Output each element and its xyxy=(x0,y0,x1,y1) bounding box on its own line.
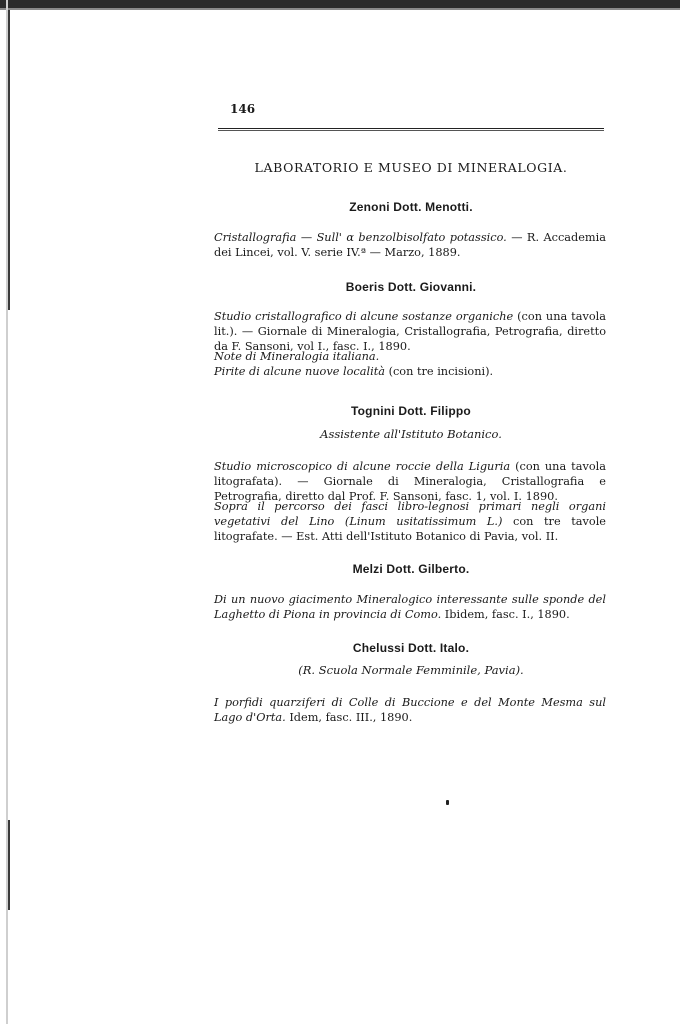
work-title: Sopra il percorso dei fasci libro-legnosi primari negli organi vegetativi del Lino (Linum usitatissimum L.) xyxy=(214,500,606,528)
author-name: Melzi Dott. Gilberto. xyxy=(352,562,470,576)
ink-speck xyxy=(446,800,449,805)
work-details: Idem, fasc. III., 1890. xyxy=(285,710,413,724)
work-title: Pirite di alcune nuove località xyxy=(214,365,385,378)
work-title: Note di Mineralogia italiana. xyxy=(214,350,380,363)
author-affiliation: Assistente all'Istituto Botanico. xyxy=(320,427,502,441)
section-title: LABORATORIO E MUSEO DI MINERALOGIA. xyxy=(254,160,568,175)
bibliography-entry xyxy=(214,365,606,380)
work-details: (con una tavola lit.). — Giornale di Mineralogia, Cristallografia, Petrografia, diretto da F. Sansoni, vol I., fasc. I., 1890. xyxy=(214,310,606,353)
work-details: Ibidem, fasc. I., 1890. xyxy=(441,607,570,621)
page-number: 146 xyxy=(230,102,256,116)
work-details: con tre tavole litografate. — Est. Atti dell'Istituto Botanico di Pavia, vol. II. xyxy=(214,514,606,543)
scan-left-mark xyxy=(8,10,10,310)
scan-left-mark xyxy=(8,820,10,910)
work-title: Studio microscopico di alcune roccie della Liguria xyxy=(214,460,511,473)
work-title: Di un nuovo giacimento Mineralogico interessante sulle sponde del Laghetto di Piona in provincia di Como. xyxy=(214,593,606,621)
bibliography-entry xyxy=(214,500,606,544)
work-title: Studio cristallografico di alcune sostanze organiche xyxy=(214,310,514,323)
work-title: I porfidi quarziferi di Colle di Buccione e del Monte Mesma sul Lago d'Orta. xyxy=(214,696,606,724)
work-details: — R. Accademia dei Lincei, vol. V. serie IV.ª — Marzo, 1889. xyxy=(214,231,606,259)
bibliography-entry xyxy=(214,460,606,504)
scan-top-border-shadow xyxy=(0,8,680,10)
scan-top-border xyxy=(0,0,680,8)
bibliography-entry xyxy=(214,231,606,261)
header-rule xyxy=(218,130,604,131)
author-name: Zenoni Dott. Menotti. xyxy=(349,200,473,214)
author-name: Chelussi Dott. Italo. xyxy=(352,641,470,655)
bibliography-entry xyxy=(214,310,606,354)
bibliography-entry xyxy=(214,350,606,365)
work-title: Cristallografia — Sull' α benzolbisolfato potassico. xyxy=(214,231,507,244)
work-details: (con tre incisioni). xyxy=(384,365,494,378)
bibliography-entry xyxy=(214,696,606,726)
author-name: Boeris Dott. Giovanni. xyxy=(345,280,477,294)
work-details: (con una tavola litografata). — Giornale di Mineralogia, Cristallografia e Petrografia, diretto dal Prof. F. Sansoni, fasc. 1, vol. I. 1890. xyxy=(214,460,606,503)
bibliography-entry xyxy=(214,593,606,623)
author-affiliation: (R. Scuola Normale Femminile, Pavia). xyxy=(298,663,524,677)
author-name: Tognini Dott. Filippo xyxy=(351,404,471,418)
header-rule xyxy=(218,128,604,129)
